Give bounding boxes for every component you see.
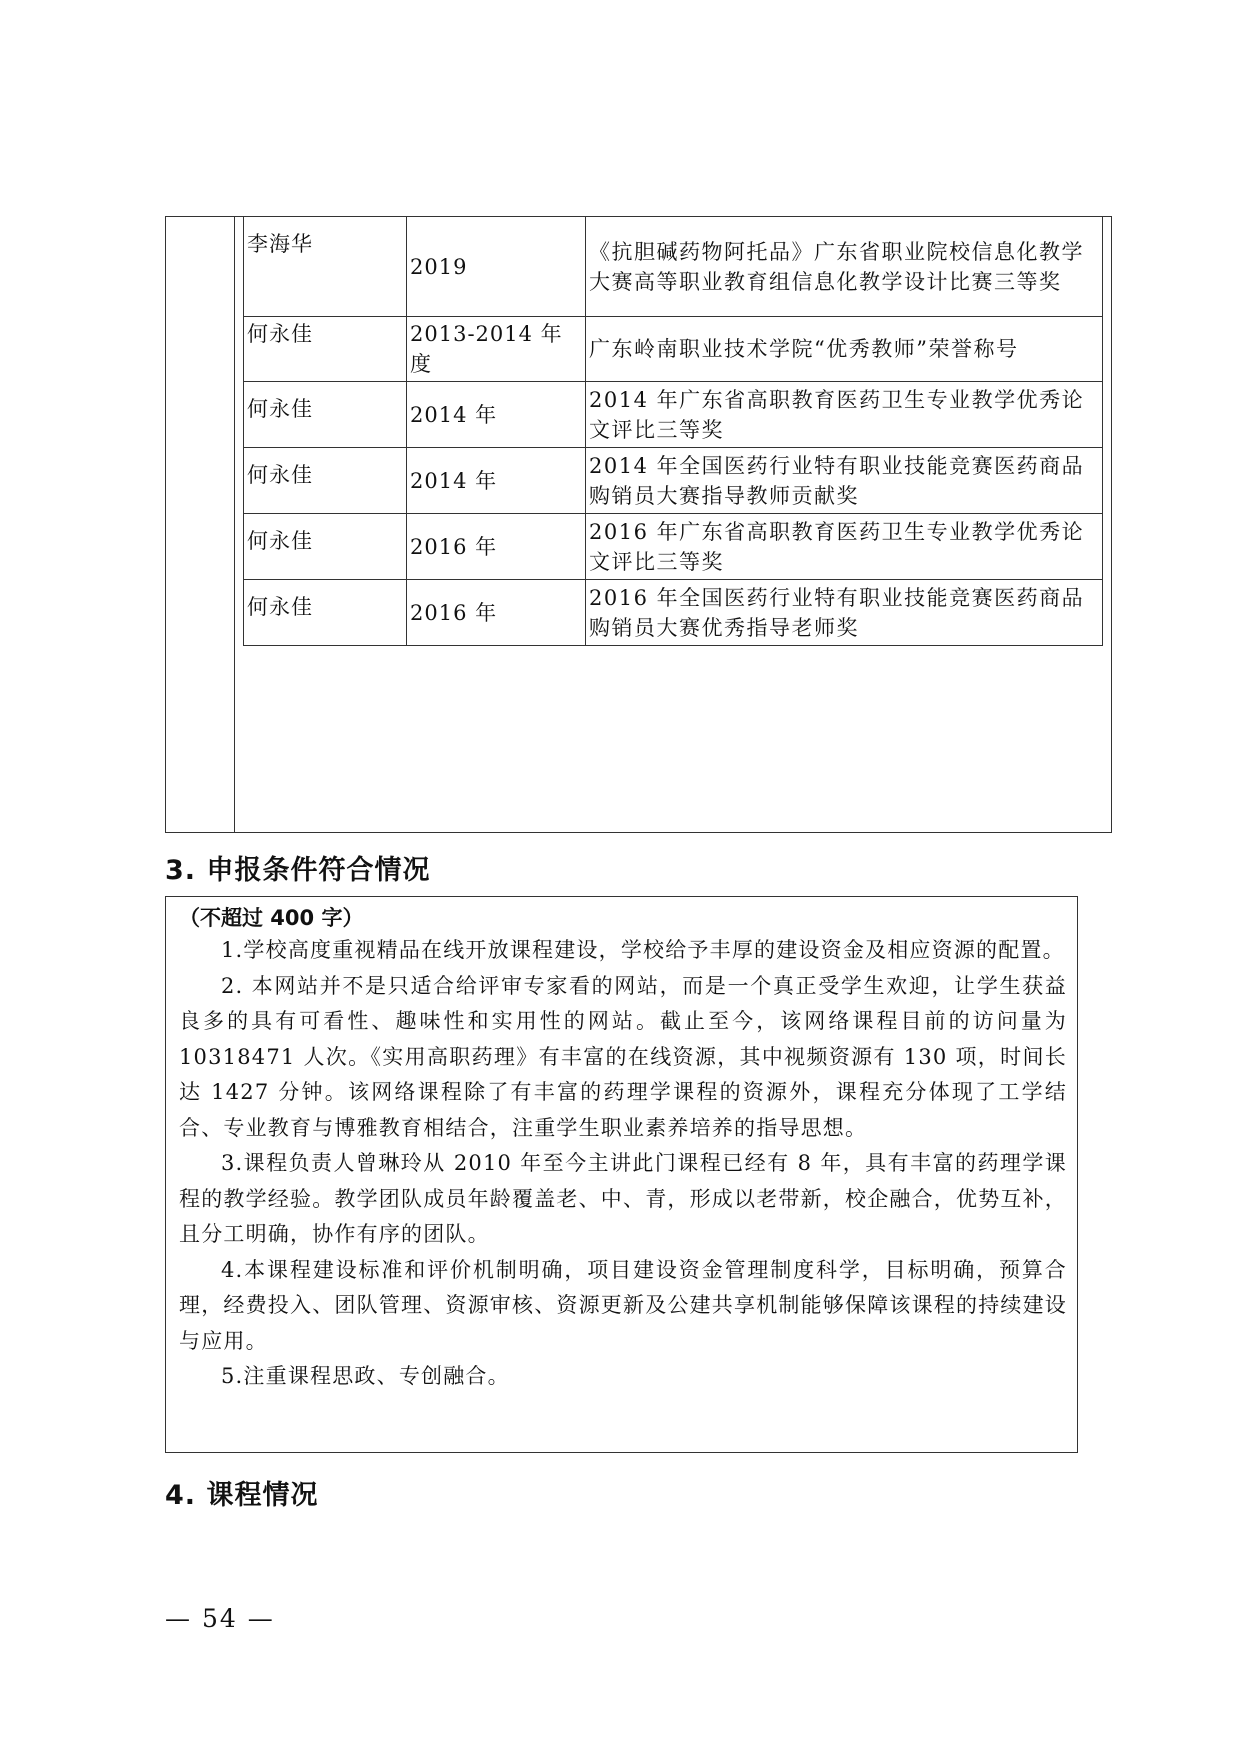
- awards-table: [243, 216, 1103, 646]
- condition-paragraph: 3.课程负责人曾琳玲从 2010 年至今主讲此门课程已经有 8 年，具有丰富的药理学课程的教学经验。教学团队成员年龄覆盖老、中、青，形成以老带新，校企融合，优势互补，且分工明确，协作有序的团队。: [179, 1151, 1067, 1246]
- award-desc: 《抗胆碱药物阿托品》广东省职业院校信息化教学大赛高等职业教育组信息化教学设计比赛三等奖: [586, 217, 1103, 317]
- award-name: 李海华: [244, 217, 407, 317]
- condition-paragraph: 5.注重课程思政、专创融合。: [221, 1364, 510, 1388]
- conditions-box: [165, 896, 1078, 1453]
- award-year: 2014 年: [407, 448, 586, 514]
- table-row: [244, 448, 1103, 514]
- award-year: 2013-2014 年度: [407, 317, 586, 382]
- award-desc: 2016 年全国医药行业特有职业技能竞赛医药商品购销员大赛优秀指导老师奖: [586, 580, 1103, 646]
- page-number: — 54 —: [165, 1604, 275, 1633]
- table-row: [244, 317, 1103, 382]
- table-row: [244, 580, 1103, 646]
- word-limit-note: （不超过 400 字）: [179, 906, 364, 930]
- condition-paragraph: 2. 本网站并不是只适合给评审专家看的网站，而是一个真正受学生欢迎，让学生获益良多的具有可看性、趣味性和实用性的网站。截止至今，该网络课程目前的访问量为 10318471 人次。《实用高职药理》有丰富的在线资源，其中视频资源有 130 项，时间长达 1427 分钟。该网络课程除了有丰富的药理学课程的资源外，课程充分体现了工学结合、专业教育与博雅教育相结合，注重学生职业素养培养的指导思想。: [179, 973, 1067, 1140]
- award-desc: 广东岭南职业技术学院“优秀教师”荣誉称号: [586, 317, 1103, 382]
- award-name: 何永佳: [244, 580, 407, 646]
- award-name: 何永佳: [244, 317, 407, 382]
- outer-frame-divider: [234, 217, 235, 832]
- table-row: [244, 382, 1103, 448]
- condition-paragraph: 1.学校高度重视精品在线开放课程建设，学校给予丰厚的建设资金及相应资源的配置。: [221, 938, 1065, 962]
- award-name: 何永佳: [244, 382, 407, 448]
- award-name: 何永佳: [244, 514, 407, 580]
- table-row: [244, 217, 1103, 317]
- award-name: 何永佳: [244, 448, 407, 514]
- section3-heading: 3. 申报条件符合情况: [165, 855, 431, 886]
- award-desc: 2014 年全国医药行业特有职业技能竞赛医药商品购销员大赛指导教师贡献奖: [586, 448, 1103, 514]
- award-year: 2014 年: [407, 382, 586, 448]
- award-desc: 2016 年广东省高职教育医药卫生专业教学优秀论文评比三等奖: [586, 514, 1103, 580]
- award-year: 2016 年: [407, 514, 586, 580]
- condition-paragraph: 4.本课程建设标准和评价机制明确，项目建设资金管理制度科学，目标明确，预算合理，经费投入、团队管理、资源审核、资源更新及公建共享机制能够保障该课程的持续建设与应用。: [179, 1257, 1067, 1353]
- section4-heading: 4. 课程情况: [165, 1480, 319, 1511]
- award-desc: 2014 年广东省高职教育医药卫生专业教学优秀论文评比三等奖: [586, 382, 1103, 448]
- award-year: 2019: [407, 217, 586, 317]
- table-row: [244, 514, 1103, 580]
- award-year: 2016 年: [407, 580, 586, 646]
